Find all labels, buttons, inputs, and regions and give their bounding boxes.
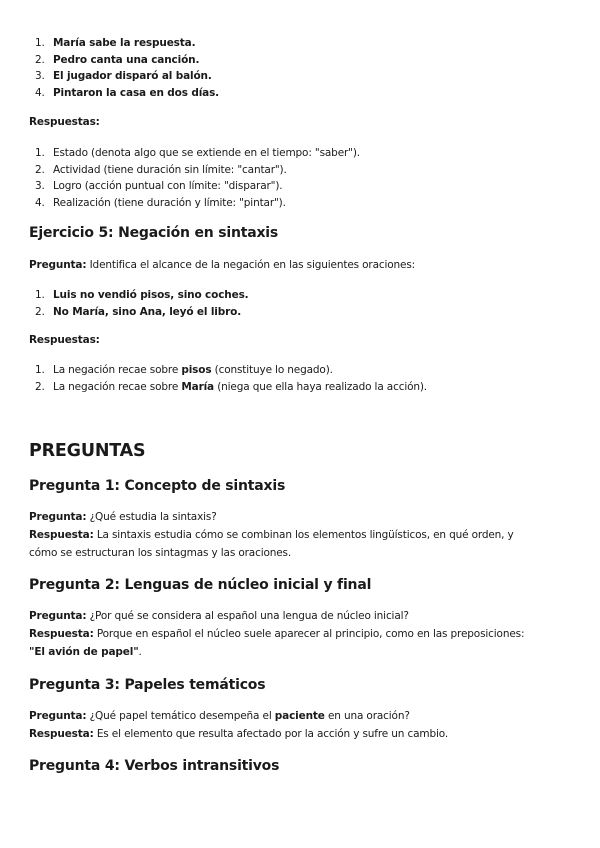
respuesta-label: Respuesta: <box>29 529 94 541</box>
answer-line <box>29 725 574 743</box>
respuesta-label: Respuesta: <box>29 628 94 640</box>
respuestas-label: Respuestas: <box>29 116 100 128</box>
question-title: Pregunta 1: Concepto de sintaxis <box>29 478 286 494</box>
answers-list <box>29 145 360 211</box>
question-bold: paciente <box>274 710 325 722</box>
list-text: Estado (denota algo que se extiende en el tiempo: "saber"). <box>53 147 360 159</box>
list-number: 2. <box>35 163 45 176</box>
sentence-list <box>29 287 249 320</box>
list-item <box>29 379 427 396</box>
list-text: Logro (acción puntual con límite: "disparar"). <box>53 180 283 192</box>
list-number: 1. <box>35 37 45 49</box>
pregunta-text: Identifica el alcance de la negación en las siguientes oraciones: <box>86 259 416 271</box>
list-number: 2. <box>35 305 45 318</box>
question-title: Pregunta 4: Verbos intransitivos <box>29 758 280 774</box>
answer-line <box>29 526 574 544</box>
pregunta-line <box>29 256 415 274</box>
respuesta-label: Respuesta: <box>29 728 94 740</box>
list-item <box>29 68 219 85</box>
question-text: ¿Qué papel temático desempeña el <box>86 710 275 722</box>
sentence-list <box>29 35 219 101</box>
question-block <box>29 707 574 743</box>
list-item <box>29 304 249 321</box>
question-line <box>29 607 589 625</box>
list-text: Actividad (tiene duración sin límite: "cantar"). <box>53 163 287 176</box>
question-text: en una oración? <box>324 710 410 722</box>
question-line <box>29 707 574 725</box>
pregunta-label: Pregunta: <box>29 710 87 722</box>
answer-text: . <box>138 646 142 658</box>
answer-text: (constituye lo negado). <box>211 364 333 376</box>
list-number: 1. <box>35 289 45 301</box>
answer-text: La negación recae sobre <box>53 380 182 393</box>
list-number: 2. <box>35 53 45 66</box>
question-text: ¿Por qué se considera al español una lengua de núcleo inicial? <box>86 610 409 622</box>
list-number: 3. <box>35 70 45 82</box>
answer-text: Es el elemento que resulta afectado por la acción y sufre un cambio. <box>93 728 449 740</box>
list-text: El jugador disparó al balón. <box>53 70 212 82</box>
list-number: 1. <box>35 364 45 376</box>
answer-text: La negación recae sobre <box>53 364 182 376</box>
list-text: Pintaron la casa en dos días. <box>53 86 220 99</box>
list-item <box>29 178 360 195</box>
pregunta-label: Pregunta: <box>29 259 87 271</box>
answer-text: La sintaxis estudia cómo se combinan los elementos lingüísticos, en qué orden, y <box>93 529 514 541</box>
list-text: Realización (tiene duración y límite: "pintar"). <box>53 196 286 209</box>
question-block <box>29 607 589 661</box>
list-number: 3. <box>35 180 45 192</box>
answer-text: (niega que ella haya realizado la acción). <box>214 380 427 393</box>
question-text: ¿Qué estudia la sintaxis? <box>86 511 217 523</box>
question-block <box>29 508 574 562</box>
list-item <box>29 85 219 102</box>
answer-bold: pisos <box>181 364 212 376</box>
section-heading: PREGUNTAS <box>29 441 146 461</box>
list-text: Luis no vendió pisos, sino coches. <box>53 289 249 301</box>
list-number: 1. <box>35 147 45 159</box>
answer-line: cómo se estructuran los sintagmas y las oraciones. <box>29 547 292 559</box>
list-item <box>29 162 360 179</box>
list-item <box>29 362 427 379</box>
answer-bold: María <box>181 380 214 393</box>
question-title: Pregunta 3: Papeles temáticos <box>29 677 266 693</box>
question-title: Pregunta 2: Lenguas de núcleo inicial y final <box>29 577 372 593</box>
answer-line <box>29 625 589 643</box>
answer-text: Porque en español el núcleo suele aparecer al principio, como en las preposiciones: <box>93 628 525 640</box>
list-number: 4. <box>35 196 45 209</box>
answer-line <box>29 643 589 661</box>
list-number: 4. <box>35 86 45 99</box>
list-item <box>29 35 219 52</box>
list-text: María sabe la respuesta. <box>53 37 196 49</box>
list-item <box>29 145 360 162</box>
list-item <box>29 195 360 212</box>
answers-list <box>29 362 427 395</box>
list-item <box>29 52 219 69</box>
list-text: Pedro canta una canción. <box>53 53 200 66</box>
list-item <box>29 287 249 304</box>
answer-bold: "El avión de papel" <box>29 646 139 658</box>
section-title: Ejercicio 5: Negación en sintaxis <box>29 225 279 241</box>
list-text: No María, sino Ana, leyó el libro. <box>53 305 242 318</box>
question-line <box>29 508 574 526</box>
list-number: 2. <box>35 380 45 393</box>
pregunta-label: Pregunta: <box>29 610 87 622</box>
pregunta-label: Pregunta: <box>29 511 87 523</box>
respuestas-label: Respuestas: <box>29 334 100 346</box>
